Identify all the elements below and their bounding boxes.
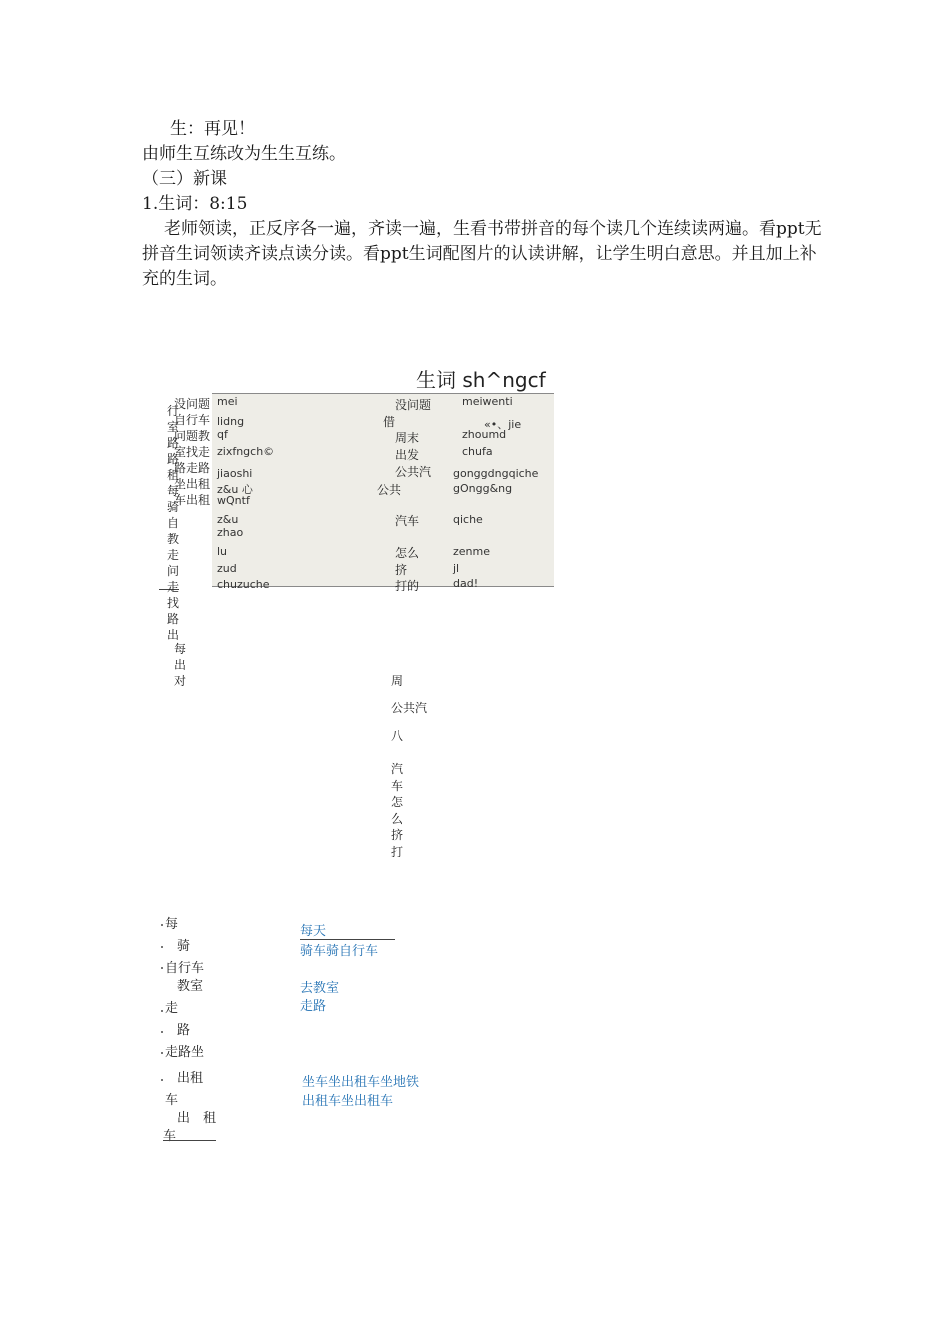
vocab-word: 没问题 xyxy=(174,397,211,411)
vocab-word: 公共 xyxy=(377,483,402,497)
pinyin: dad! xyxy=(453,577,479,590)
bullet-dot xyxy=(161,967,163,969)
text-line-vocab-time: 1.生词：8:15 xyxy=(142,194,248,214)
text-line-new-lesson: （三）新课 xyxy=(142,169,227,189)
text-line-practice: 由师生互练改为生生互练。 xyxy=(142,144,346,164)
frag-word: 挤 xyxy=(391,828,404,842)
text-line-goodbye: 生：再见！ xyxy=(170,119,255,139)
bottom-word: 走 xyxy=(165,1001,179,1016)
vocab-word: 汽车 xyxy=(395,514,420,528)
bullet-dot xyxy=(161,924,163,926)
frag-word: 汽 xyxy=(391,762,404,776)
phrase-link[interactable]: 骑车骑自行车 xyxy=(300,944,379,959)
vocab-word: 路走路 xyxy=(174,461,211,475)
slide-title: 生词 sh^ngcf xyxy=(416,368,546,392)
vertical-text-left: 行室路路租每骑自教走问走找路出 xyxy=(167,404,180,642)
frag-word: 八 xyxy=(391,729,404,743)
vocab-word: 周末 xyxy=(395,431,420,445)
vocab-word: 怎么 xyxy=(395,546,420,560)
vocab-word: 室找走 xyxy=(174,445,211,459)
bottom-word: 出租 xyxy=(177,1071,204,1086)
vocab-word: 打的 xyxy=(395,579,420,593)
pinyin: chuzuche xyxy=(217,578,270,591)
bottom-word: 车 xyxy=(165,1093,179,1108)
frag-word: 周 xyxy=(391,674,404,688)
pinyin: z&u 心 xyxy=(217,483,253,496)
vertical-text-mid: 每出对 xyxy=(174,642,187,688)
divider xyxy=(163,1140,216,1141)
bullet-dot xyxy=(161,946,163,948)
vocab-word: 问题教 xyxy=(174,429,211,443)
vocab-word: 借 xyxy=(383,415,396,429)
pinyin: chufa xyxy=(462,445,493,458)
pinyin: qf xyxy=(217,428,228,441)
bottom-word: 车 xyxy=(163,1129,177,1144)
frag-word: 车 xyxy=(391,779,404,793)
bullet-dot xyxy=(161,1010,163,1012)
phrase-link[interactable]: 去教室 xyxy=(300,981,340,996)
pinyin: gOngg&ng xyxy=(453,482,513,495)
pinyin: gonggdngqiche xyxy=(453,467,539,480)
pinyin: lu xyxy=(217,545,228,558)
phrase-link[interactable]: 坐车坐出租车坐地铁 xyxy=(302,1075,420,1090)
pinyin: jl xyxy=(453,562,460,575)
frag-word: 打 xyxy=(391,845,404,859)
phrase-link[interactable]: 走路 xyxy=(300,999,327,1014)
vocab-word: 车出租 xyxy=(174,493,211,507)
vocab-word: 没问题 xyxy=(395,398,432,412)
pinyin: z&u xyxy=(217,513,239,526)
pinyin: mei xyxy=(217,395,238,408)
pinyin: wQntf xyxy=(217,494,250,507)
pinyin: zhoumd xyxy=(462,428,507,441)
bottom-word: 教室 xyxy=(177,979,204,994)
frag-word: 怎 xyxy=(391,795,404,809)
vocab-word: 挤 xyxy=(395,563,408,577)
bullet-dot xyxy=(161,1079,163,1081)
bottom-word: 骑 xyxy=(177,939,191,954)
pinyin: zud xyxy=(217,562,237,575)
frag-word: 公共汽 xyxy=(391,701,428,715)
vocab-word: 坐出租 xyxy=(174,477,211,491)
pinyin: meiwenti xyxy=(462,395,513,408)
pinyin: qiche xyxy=(453,513,483,526)
pinyin: «•、jie xyxy=(484,418,522,431)
vocab-word: 公共汽 xyxy=(395,465,432,479)
vocab-word: 出发 xyxy=(395,448,420,462)
pinyin: lidng xyxy=(217,415,245,428)
pinyin: jiaoshi xyxy=(217,467,253,480)
pinyin: zhao xyxy=(217,526,244,539)
bottom-word: 路 xyxy=(177,1023,191,1038)
pinyin: zenme xyxy=(453,545,490,558)
bullet-dot xyxy=(161,1052,163,1054)
vocab-word: 自行车 xyxy=(174,413,211,427)
bottom-word: 每 xyxy=(165,917,179,932)
phrase-link[interactable]: 出租车坐出租车 xyxy=(302,1094,394,1109)
bottom-word: 自行车 xyxy=(165,961,205,976)
pinyin: zixfngch© xyxy=(217,445,275,458)
bullet-dot xyxy=(161,1031,163,1033)
paragraph-instructions: 老师领读，正反序各一遍，齐读一遍，生看书带拼音的每个读几个连续读两遍。看ppt无拼音生词领读齐读点读分读。看ppt生词配图片的认读讲解，让学生明白意思。并且加上补充的生词。 xyxy=(142,219,822,289)
bottom-word: 出 租 xyxy=(177,1111,217,1126)
bottom-word: 走路坐 xyxy=(165,1045,205,1060)
frag-word: 么 xyxy=(391,812,404,826)
phrase-link[interactable]: 每天 xyxy=(300,924,327,939)
